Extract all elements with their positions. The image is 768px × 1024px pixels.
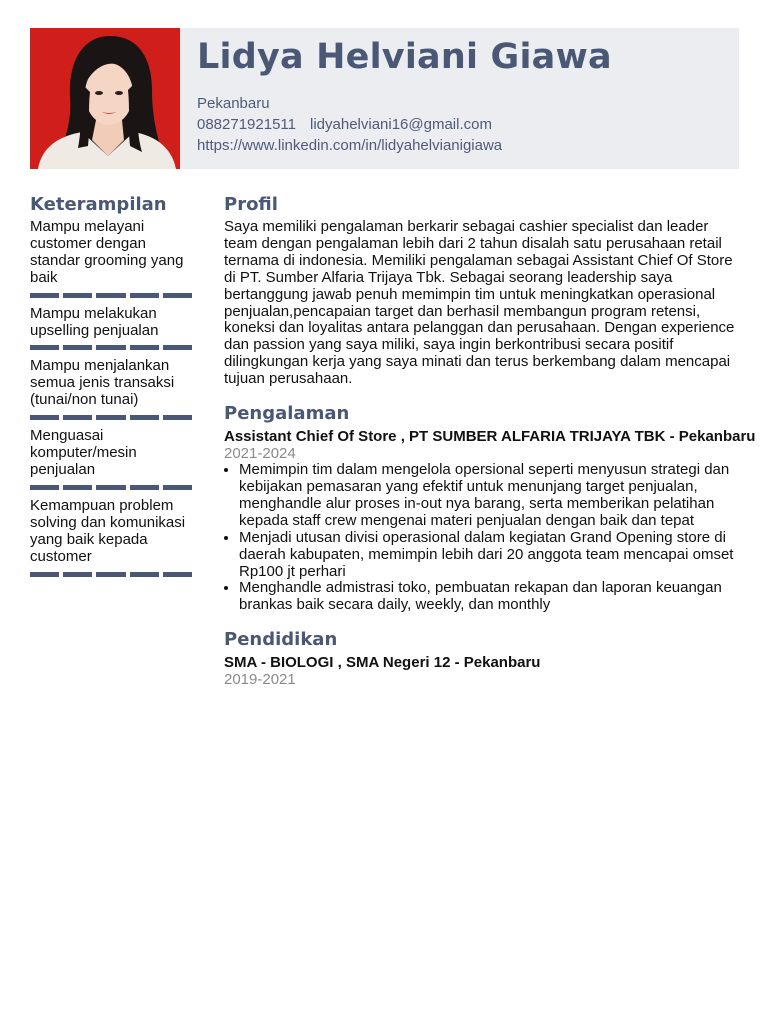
skill-level-segment <box>63 293 92 298</box>
skills-list <box>30 219 192 577</box>
school-dates: 2019-2021 <box>224 671 296 689</box>
email-link[interactable]: lidyahelviani16@gmail.com <box>310 116 492 133</box>
school-name: SMA - BIOLOGI , SMA Negeri 12 - Pekanbaru <box>224 654 541 672</box>
skill-text: Mampu melayani customer dengan standar grooming yang baik <box>30 218 184 286</box>
job-dates: 2021-2024 <box>224 445 296 463</box>
skill-text: Kemampuan problem solving dan komunikasi yang baik kepada customer <box>30 496 186 565</box>
job-title: Assistant Chief Of Store , PT SUMBER ALFARIA TRIJAYA TBK - Pekanbaru <box>224 428 756 446</box>
skill-level-segment <box>96 293 125 298</box>
skill-level-segment <box>130 293 159 298</box>
skill-level-segment <box>63 415 92 420</box>
skill-item <box>30 358 192 420</box>
skill-item <box>30 498 192 577</box>
skill-level-bars <box>30 485 192 490</box>
skill-level-segment <box>96 415 125 420</box>
skill-level-segment <box>30 572 59 577</box>
education-title: Pendidikan <box>224 629 338 651</box>
resume-header <box>30 28 739 169</box>
phone-email-row <box>197 114 739 135</box>
main-column <box>224 193 756 702</box>
education-section <box>224 628 740 688</box>
skill-text: Mampu melakukan upselling penjualan <box>30 304 159 339</box>
portrait-illustration <box>30 28 180 169</box>
city-text: Pekanbaru <box>197 95 270 112</box>
linkedin-link[interactable]: https://www.linkedin.com/in/lidyahelvianigiawa <box>197 137 503 154</box>
profile-photo <box>30 28 180 169</box>
linkedin-row <box>197 135 739 156</box>
contact-block <box>197 93 739 156</box>
job-bullet: • Menghandle admistrasi toko, pembuatan rekapan dan laporan keuangan brankas baik secara daily, weekly, dan monthly <box>239 580 740 614</box>
experience-title: Pengalaman <box>224 403 350 425</box>
skill-level-bars <box>30 572 192 577</box>
skill-level-segment <box>163 345 192 350</box>
skill-level-segment <box>96 345 125 350</box>
skills-title: Keterampilan <box>30 194 167 215</box>
skill-level-segment <box>30 415 59 420</box>
job-bullets <box>224 462 740 614</box>
skill-level-segment <box>30 485 59 490</box>
skill-level-segment <box>63 485 92 490</box>
profile-title: Profil <box>224 194 278 215</box>
skill-item <box>30 428 192 490</box>
profile-text: Saya memiliki pengalaman berkarir sebagai cashier specialist dan leader team dengan pengalaman lebih dari 2 tahun disalah satu perusahaan retail ternama di indonesia. Memiliki pengalaman sebagai Assistant Chief Of Store di PT. Sumber Alfaria Trijaya Tbk. Sebagai seorang leadership saya bertanggung jawab penuh memimpin tim untuk meningkatkan operasional penjualan,pencapaian target dan berhasil membangun program retensi, koneksi dan loyalitas antara pelanggan dan perusahaan. Dengan experience dan passion yang saya miliki, saya ingin berkontribusi secara positif dilingkungan kerja yang saya minati dan terus berkembang dalam mencapai tujuan perusahaan. <box>224 218 735 388</box>
job-bullet: • Memimpin tim dalam mengelola opersional seperti menyusun strategi dan kebijakan pemasaran yang efektif untuk menunjang target penjualan, menghandle alur proses in-out nya barang, serta memberikan pelatihan kepada staff crew mengenai materi penjualan dengan baik dan tepat <box>239 462 740 530</box>
candidate-name: Lidya Helviani Giawa <box>197 37 612 77</box>
skill-level-segment <box>30 345 59 350</box>
skill-level-segment <box>63 572 92 577</box>
skill-level-segment <box>96 572 125 577</box>
skill-level-bars <box>30 415 192 420</box>
skill-item <box>30 306 192 351</box>
job-bullet: • Menjadi utusan divisi operasional dalam kegiatan Grand Opening store di daerah kabupaten, memimpin lebih dari 20 anggota team mencapai omset Rp100 jt perhari <box>239 530 740 581</box>
profile-section <box>224 193 740 388</box>
skill-level-segment <box>96 485 125 490</box>
skill-level-segment <box>30 293 59 298</box>
skill-item <box>30 219 192 298</box>
phone-text: 088271921511 <box>197 116 296 133</box>
skill-level-segment <box>163 485 192 490</box>
skill-text: Menguasai komputer/mesin penjualan <box>30 427 137 478</box>
skill-level-bars <box>30 345 192 350</box>
skill-text: Mampu menjalankan semua jenis transaksi (tunai/non tunai) <box>30 357 175 409</box>
experience-section <box>224 402 756 614</box>
skill-level-bars <box>30 293 192 298</box>
skill-level-segment <box>163 572 192 577</box>
skill-level-segment <box>130 485 159 490</box>
skills-column <box>30 193 192 585</box>
skill-level-segment <box>63 345 92 350</box>
skill-level-segment <box>163 293 192 298</box>
skill-level-segment <box>130 572 159 577</box>
skill-level-segment <box>130 415 159 420</box>
city-row <box>197 93 739 114</box>
skill-level-segment <box>163 415 192 420</box>
skill-level-segment <box>130 345 159 350</box>
header-info <box>180 28 739 169</box>
